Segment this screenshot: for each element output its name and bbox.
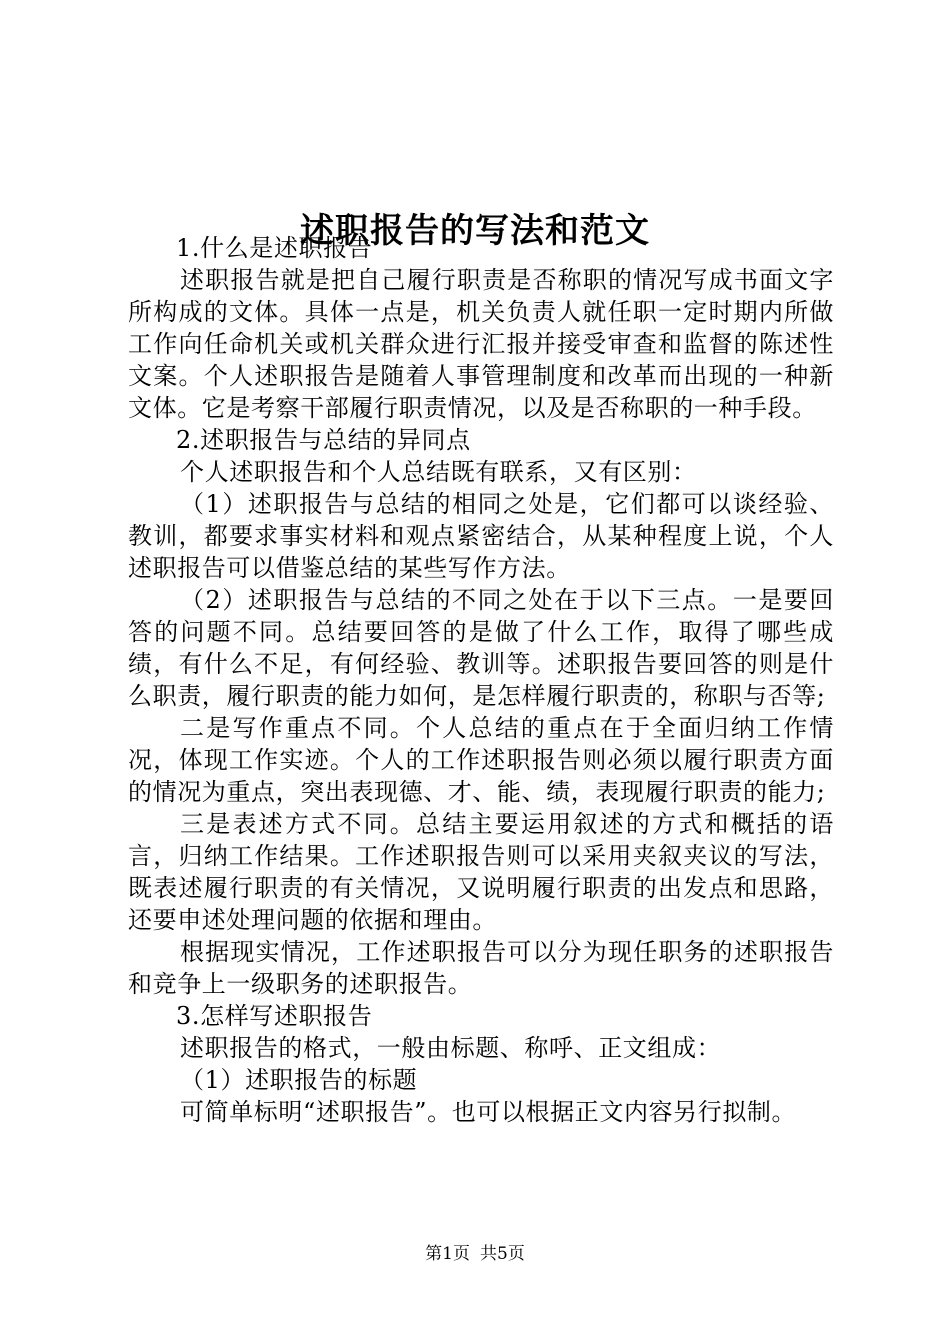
page-total: 共5页 <box>480 1244 525 1264</box>
section-heading-3: 3.怎样写述职报告 <box>176 1002 373 1030</box>
subsection-heading: （1）述职报告的标题 <box>180 1066 418 1094</box>
paragraph: 二是写作重点不同。个人总结的重点在于全面归纳工作情况，体现工作实迹。个人的工作述职报告则必须以履行职责方面的情况为重点，突出表现德、才、能、绩，表现履行职责的能力; <box>128 714 834 806</box>
section-heading-1: 1.什么是述职报告 <box>176 234 373 262</box>
document-body <box>128 232 834 1128</box>
paragraph: 个人述职报告和个人总结既有联系，又有区别： <box>180 458 697 486</box>
paragraph: 述职报告就是把自己履行职责是否称职的情况写成书面文字所构成的文体。具体一点是，机关负责人就任职一定时期内所做工作向任命机关或机关群众进行汇报并接受审查和监督的陈述性文案。个人述职报告是随着人事管理制度和改革而出现的一种新文体。它是考察干部履行职责情况，以及是否称职的一种手段。 <box>128 266 834 422</box>
document-title: 述职报告的写法和范文 <box>300 210 650 251</box>
paragraph: 三是表述方式不同。总结主要运用叙述的方式和概括的语言，归纳工作结果。工作述职报告则可以采用夹叙夹议的写法，既表述履行职责的有关情况，又说明履行职责的出发点和思路，还要申述处理问题的依据和理由。 <box>128 810 834 934</box>
paragraph: （1）述职报告与总结的相同之处是，它们都可以谈经验、教训，都要求事实材料和观点紧密结合，从某种程度上说，个人述职报告可以借鉴总结的某些写作方法。 <box>128 490 834 582</box>
paragraph: 述职报告的格式，一般由标题、称呼、正文组成： <box>180 1034 722 1062</box>
paragraph: （2）述职报告与总结的不同之处在于以下三点。一是要回答的问题不同。总结要回答的是做了什么工作，取得了哪些成绩，有什么不足，有何经验、教训等。述职报告要回答的则是什么职责，履行职责的能力如何，是怎样履行职责的，称职与否等; <box>128 586 834 710</box>
page-footer <box>0 1243 950 1265</box>
section-heading-2: 2.述职报告与总结的异同点 <box>176 426 471 454</box>
paragraph: 根据现实情况，工作述职报告可以分为现任职务的述职报告和竞争上一级职务的述职报告。 <box>128 938 834 998</box>
paragraph: 可简单标明“述职报告”。也可以根据正文内容另行拟制。 <box>180 1098 797 1126</box>
page-number: 第1页 <box>425 1244 470 1264</box>
